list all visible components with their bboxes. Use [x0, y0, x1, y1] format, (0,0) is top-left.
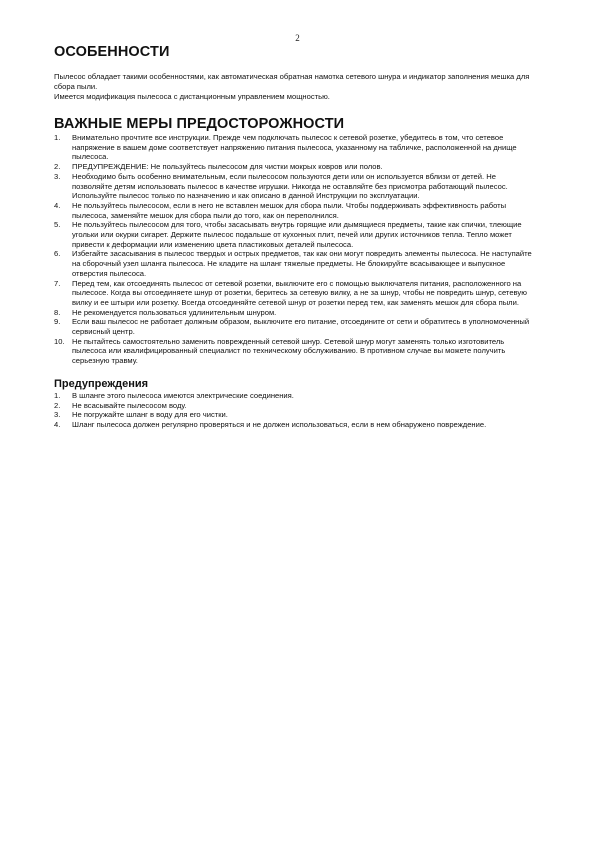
- precautions-list: [54, 133, 536, 366]
- list-item-number: 7.: [54, 278, 61, 288]
- list-item: [54, 420, 536, 430]
- list-item: [54, 401, 536, 411]
- warnings-list: [54, 391, 536, 430]
- list-item-number: 3.: [54, 171, 61, 181]
- list-item: [54, 172, 536, 201]
- list-item: [54, 317, 536, 336]
- list-item-number: 1.: [54, 390, 61, 400]
- features-paragraph-1: Пылесос обладает такими особенностями, как автоматическая обратная намотка сетевого шнура и индикатор заполнения мешка для сбора пыли.: [54, 72, 530, 91]
- page-content: [54, 43, 536, 430]
- list-item-number: 4.: [54, 200, 61, 210]
- list-item: [54, 410, 536, 420]
- list-item-number: 4.: [54, 419, 61, 429]
- warnings-heading: Предупреждения: [54, 377, 149, 390]
- list-item: [54, 337, 536, 366]
- features-heading: ОСОБЕННОСТИ: [54, 44, 170, 60]
- list-item-text: Не пользуйтесь пылесосом для того, чтобы засасывать внутрь горящие или дымящиеся предметы, такие как спички, тлеющие угольки или окурки сигарет. Держите пылесос подальше от кухонных плит, печей или других источников тепла. Тепло может привести к деформации или изменению цвета пластиковых деталей пылесоса.: [72, 220, 522, 249]
- list-item-number: 2.: [54, 162, 61, 172]
- list-item: [54, 201, 536, 220]
- list-item-text: Не пользуйтесь пылесосом, если в него не вставлен мешок для сбора пыли. Чтобы поддерживать эффективность работы пылесоса, заменяйте мешок для сбора пыли до того, как он переполнился.: [72, 200, 507, 220]
- list-item-number: 9.: [54, 317, 61, 327]
- list-item-text: Шланг пылесоса должен регулярно проверяться и не должен использоваться, если в нем обнаружено повреждение.: [72, 419, 487, 429]
- list-item-text: В шланге этого пылесоса имеются электрические соединения.: [72, 390, 294, 400]
- list-item-text: Не всасывайте пылесосом воду.: [72, 400, 187, 410]
- list-item-text: Внимательно прочтите все инструкции. Прежде чем подключать пылесос к сетевой розетке, убедитесь в том, что сетевое напряжение в вашем доме соответствует напряжению питания пылесоса, указанному на табличке, расположенной на днище пылесоса.: [72, 133, 517, 162]
- list-item-number: 3.: [54, 410, 61, 420]
- list-item-text: Перед тем, как отсоединять пылесос от сетевой розетки, выключите его с помощью выключателя питания, расположенного на пылесосе. Когда вы отсоединяете шнур от розетки, беритесь за сетевую вилку, а не за шнур, чтобы не повредить шнур, сетевую вилку и ее штыри или розетку. Всегда отсоединяйте сетевой шнур от розетки перед тем, как заменять мешок для сбора пыли.: [72, 278, 527, 307]
- list-item: [54, 133, 536, 162]
- list-item: [54, 249, 536, 278]
- list-item: [54, 162, 536, 172]
- list-item-number: 6.: [54, 249, 61, 259]
- page-number: 2: [295, 33, 300, 43]
- list-item: [54, 308, 536, 318]
- list-item-number: 8.: [54, 307, 61, 317]
- list-item-number: 1.: [54, 133, 61, 142]
- list-item-text: Необходимо быть особенно внимательным, если пылесосом пользуются дети или он используется вблизи от детей. Не позволяйте детям использовать пылесос в качестве игрушки. Никогда не оставляйте без присмотра работающий пылесос. Используйте пылесос только по назначению и как описано в данной Инструкции по эксплуатации.: [72, 171, 508, 201]
- list-item-text: Избегайте засасывания в пылесос твердых и острых предметов, так как они могут повредить элементы пылесоса. Не наступайте на сборочный узел шланга пылесоса. Не кладите на шланг тяжелые предметы. Не блокируйте всасывающее и выпускное отверстия пылесоса.: [72, 249, 532, 278]
- list-item-text: Не рекомендуется пользоваться удлинительным шнуром.: [72, 307, 277, 317]
- list-item: [54, 279, 536, 308]
- features-paragraph-2: Имеется модификация пылесоса с дистанционным управлением мощностью.: [54, 92, 330, 101]
- list-item-number: 10.: [54, 336, 65, 346]
- precautions-heading: ВАЖНЫЕ МЕРЫ ПРЕДОСТОРОЖНОСТИ: [54, 116, 345, 132]
- list-item-number: 5.: [54, 220, 61, 230]
- list-item-text: ПРЕДУПРЕЖДЕНИЕ: Не пользуйтесь пылесосом для чистки мокрых ковров или полов.: [72, 162, 383, 172]
- list-item-text: Если ваш пылесос не работает должным образом, выключите его питание, отсоедините от сети и обратитесь в уполномоченный сервисный центр.: [72, 317, 530, 337]
- list-item-text: Не пытайтесь самостоятельно заменить поврежденный сетевой шнур. Сетевой шнур могут заменять только изготовитель пылесоса или квалифицированный специалист по техническому обслуживанию. В противном случае вы можете получить серьезную травму.: [72, 336, 506, 366]
- list-item: [54, 391, 536, 401]
- list-item: [54, 220, 536, 249]
- list-item-number: 2.: [54, 400, 61, 410]
- list-item-text: Не погружайте шланг в воду для его чистки.: [72, 410, 228, 420]
